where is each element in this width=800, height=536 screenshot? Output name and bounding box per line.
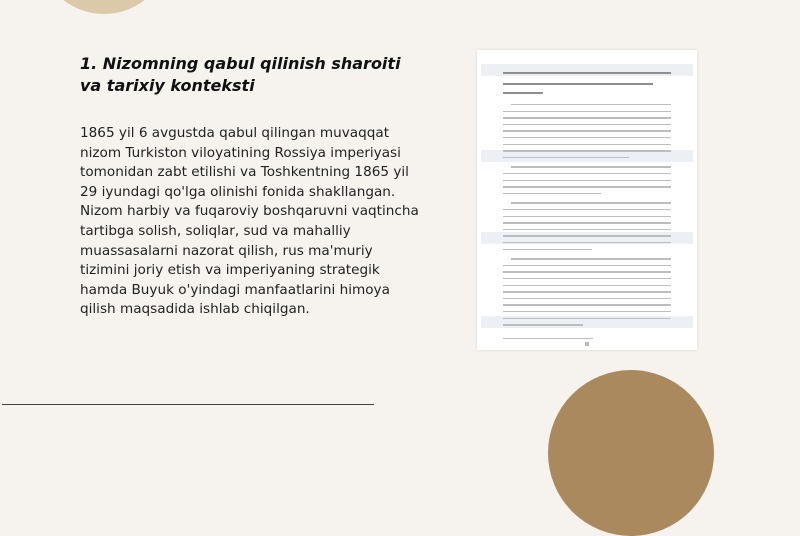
document-text-line <box>503 318 671 319</box>
document-text-line <box>503 265 671 266</box>
document-text-line <box>503 180 671 181</box>
document-text-line <box>503 144 671 145</box>
document-text-line <box>503 249 592 250</box>
slide-title: 1. Nizomning qabul qilinish sharoiti va tarixiy konteksti <box>80 54 401 95</box>
document-text-line <box>503 137 671 138</box>
document-text-line <box>503 186 671 187</box>
document-text-line <box>503 304 671 305</box>
slide-body-text: 1865 yil 6 avgustda qabul qilingan muvaqqat nizom Turkiston viloyatining Rossiya imperiyasi tomonidan zabt etilishi va Toshkentning 1865 yil 29 iyundagi qo'lga olinishi fonida shakllangan. Nizom harbiy va fuqaroviy boshqaruvni vaqtincha tartibga solish, soliqlar, sud va mahalliy muassasalarni nazorat qilish, rus ma'muriy tizimini joriy etish va imperiyaning strategik hamda Buyuk o'yindagi manfaatlarini himoya qilish maqsadida ishlab chiqilgan. <box>80 125 419 318</box>
document-text-line <box>503 111 671 112</box>
document-text-line <box>503 72 671 74</box>
document-text-line <box>503 229 671 230</box>
document-text-line <box>503 124 671 125</box>
document-text-line <box>503 173 671 174</box>
document-text-line <box>503 291 671 292</box>
document-text-line <box>503 157 629 158</box>
document-text-line <box>503 271 671 272</box>
document-page-image <box>477 50 697 350</box>
document-text-line <box>503 150 671 151</box>
document-text-line <box>511 166 671 167</box>
document-text-line <box>503 117 671 118</box>
document-text-line <box>503 235 671 236</box>
document-text-line <box>503 130 671 131</box>
document-watermark <box>481 64 693 76</box>
document-text-line <box>503 242 671 243</box>
decorative-circle-bottom <box>548 370 714 536</box>
document-text-line <box>503 311 671 312</box>
document-text-line <box>511 202 671 203</box>
document-page-number <box>585 342 589 346</box>
document-text-line <box>503 278 671 279</box>
document-text-line <box>503 222 671 223</box>
document-text-line <box>503 216 671 217</box>
document-text-line <box>511 104 671 105</box>
document-text-line <box>503 83 653 85</box>
document-text-line <box>503 209 671 210</box>
document-text-line <box>503 324 583 325</box>
decorative-circle-top <box>38 0 170 14</box>
document-text-line <box>511 258 671 259</box>
document-text-line <box>503 193 601 194</box>
document-text-line <box>503 338 593 339</box>
document-text-line <box>503 92 543 94</box>
document-text-line <box>503 285 671 286</box>
divider-line <box>2 404 374 405</box>
document-text-line <box>503 298 671 299</box>
